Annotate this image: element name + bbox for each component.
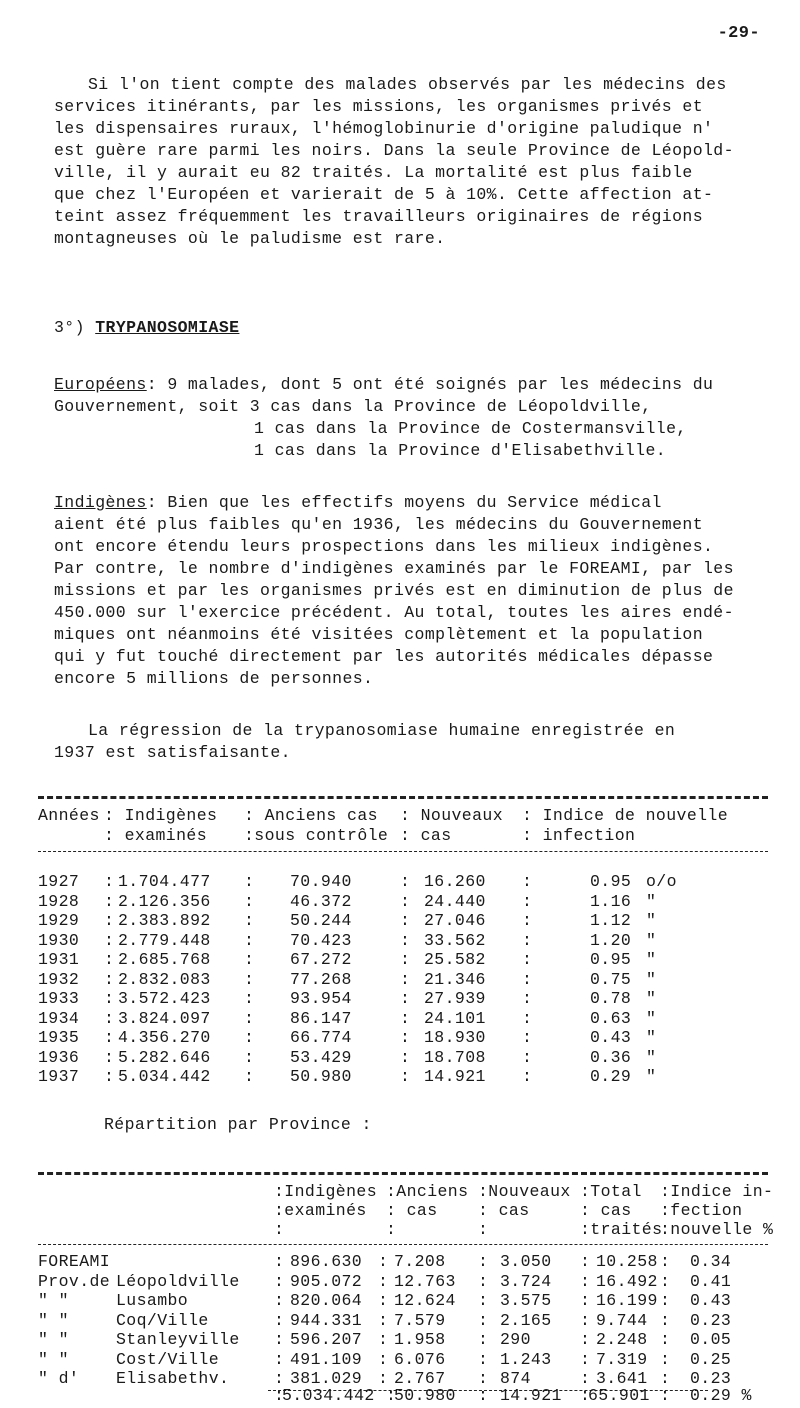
table2-total-row — [0, 1386, 800, 1408]
separator: : — [522, 969, 533, 989]
table1-top-rule — [38, 796, 768, 799]
text-line: les dispensaires ruraux, l'hémoglobinurie d'origine paludique n' — [54, 119, 714, 138]
separator: : — [244, 989, 255, 1008]
total-cell: 50.980 — [394, 1386, 456, 1405]
examined-cell: 3.572.423 — [118, 989, 211, 1008]
examined-cell: 2.126.356 — [118, 891, 211, 911]
separator: : — [400, 911, 411, 930]
header-cell: :nouvelle % — [660, 1220, 774, 1239]
examined-cell: 2.832.083 — [118, 969, 211, 989]
index-cell: 0.63 — [590, 1008, 632, 1028]
index-cell: 0.43 — [690, 1291, 732, 1310]
separator: : — [244, 969, 255, 989]
index-cell: 0.95 — [590, 950, 632, 969]
new-cases-cell: 33.562 — [424, 930, 486, 950]
unit-cell: " — [646, 969, 657, 989]
separator: : — [244, 891, 255, 911]
text-line: 1 cas dans la Province d'Elisabethville. — [254, 441, 667, 460]
old-cases-cell: 70.940 — [290, 872, 352, 891]
new-cases-cell: 24.101 — [424, 1008, 486, 1028]
header-cell: :sous contrôle — [244, 826, 389, 845]
header-cell: :Indice in- — [660, 1182, 774, 1201]
total-cases-cell: 7.319 — [596, 1349, 648, 1369]
old-cases-cell: 53.429 — [290, 1047, 352, 1067]
header-cell: : — [274, 1220, 285, 1239]
unit-cell: " — [646, 950, 657, 969]
year-cell: 1932 — [38, 969, 80, 989]
text-line: La régression de la trypanosomiase humaine enregistrée en — [88, 721, 676, 740]
separator: : — [522, 1047, 533, 1067]
indigenes-label: Indigènes — [54, 493, 147, 512]
examined-cell: 1.704.477 — [118, 872, 211, 891]
separator: : — [580, 1369, 591, 1388]
index-cell: 0.25 — [690, 1349, 732, 1369]
old-cases-cell: 6.076 — [394, 1349, 446, 1369]
separator: : — [244, 872, 255, 891]
separator: : — [104, 989, 115, 1008]
header-cell: :traités — [580, 1220, 663, 1239]
year-cell: 1931 — [38, 950, 80, 969]
province-prefix-cell: " " — [38, 1310, 69, 1330]
total-cell: : — [660, 1386, 671, 1405]
text-line: : Bien que les effectifs moyens du Service médical — [146, 493, 662, 512]
old-cases-cell: 50.980 — [290, 1067, 352, 1086]
separator: : — [378, 1330, 389, 1349]
index-cell: 1.16 — [590, 891, 632, 911]
new-cases-cell: 18.930 — [424, 1028, 486, 1047]
year-cell: 1934 — [38, 1008, 80, 1028]
separator: : — [378, 1310, 389, 1330]
separator: : — [660, 1369, 671, 1388]
old-cases-cell: 66.774 — [290, 1028, 352, 1047]
new-cases-cell: 14.921 — [424, 1067, 486, 1086]
separator: : — [400, 1008, 411, 1028]
repartition-label: Répartition par Province : — [104, 1115, 372, 1134]
unit-cell: " — [646, 891, 657, 911]
old-cases-cell: 70.423 — [290, 930, 352, 950]
index-cell: 0.95 — [590, 872, 632, 891]
separator: : — [244, 950, 255, 969]
separator: : — [104, 911, 115, 930]
regression-paragraph — [54, 720, 754, 764]
header-cell: :fection — [660, 1201, 743, 1220]
new-cases-cell: 27.046 — [424, 911, 486, 930]
examined-cell: 896.630 — [290, 1252, 363, 1271]
total-cases-cell: 3.641 — [596, 1369, 648, 1388]
section-number: 3°) — [54, 318, 85, 337]
new-cases-cell: 1.243 — [500, 1349, 552, 1369]
text-line: miques ont néanmoins été visitées complètement et la population — [54, 625, 704, 644]
separator: : — [400, 989, 411, 1008]
separator: : — [400, 891, 411, 911]
separator: : — [378, 1349, 389, 1369]
separator: : — [478, 1252, 489, 1271]
examined-cell: 4.356.270 — [118, 1028, 211, 1047]
separator: : — [522, 950, 533, 969]
province-name-cell: FOREAMI — [38, 1252, 111, 1271]
separator: : — [378, 1291, 389, 1310]
old-cases-cell: 46.372 — [290, 891, 352, 911]
separator: : — [378, 1252, 389, 1271]
header-cell: : Anciens cas — [244, 806, 378, 825]
header-cell: :Total — [580, 1182, 642, 1201]
index-cell: 0.29 — [590, 1067, 632, 1086]
old-cases-cell: 12.624 — [394, 1291, 456, 1310]
province-name-cell: Stanleyville — [116, 1330, 240, 1349]
header-cell: :Anciens — [386, 1182, 469, 1201]
separator: : — [244, 1047, 255, 1067]
total-cell: 5.034.442 — [282, 1386, 375, 1405]
text-line: montagneuses où le paludisme est rare. — [54, 229, 446, 248]
old-cases-cell: 7.579 — [394, 1310, 446, 1330]
text-line: : 9 malades, dont 5 ont été soignés par les médecins du — [146, 375, 714, 394]
separator: : — [104, 891, 115, 911]
index-cell: 1.12 — [590, 911, 632, 930]
examined-cell: 3.824.097 — [118, 1008, 211, 1028]
separator: : — [478, 1349, 489, 1369]
separator: : — [660, 1252, 671, 1271]
text-line: encore 5 millions de personnes. — [54, 669, 374, 688]
separator: : — [478, 1330, 489, 1349]
separator: : — [478, 1271, 489, 1291]
text-line: Gouvernement, soit 3 cas dans la Province de Léopoldville, — [54, 397, 652, 416]
separator: : — [660, 1291, 671, 1310]
separator: : — [400, 1047, 411, 1067]
year-cell: 1935 — [38, 1028, 80, 1047]
separator: : — [478, 1291, 489, 1310]
text-line: missions et par les organismes privés est en diminution de plus de — [54, 581, 734, 600]
separator: : — [274, 1349, 285, 1369]
separator: : — [580, 1330, 591, 1349]
year-cell: 1933 — [38, 989, 80, 1008]
separator: : — [244, 1008, 255, 1028]
year-cell: 1929 — [38, 911, 80, 930]
total-cell: : — [580, 1386, 591, 1405]
province-name-cell: Lusambo — [116, 1291, 189, 1310]
index-cell: 0.36 — [590, 1047, 632, 1067]
province-name-cell: Cost/Ville — [116, 1349, 220, 1369]
separator: : — [580, 1310, 591, 1330]
header-cell: :Indigènes — [274, 1182, 378, 1201]
header-cell: Années — [38, 806, 100, 825]
new-cases-cell: 3.575 — [500, 1291, 552, 1310]
year-cell: 1936 — [38, 1047, 80, 1067]
total-cases-cell: 16.492 — [596, 1271, 658, 1291]
table2-header-rule — [38, 1244, 768, 1245]
header-cell: : cas — [580, 1201, 632, 1220]
index-cell: 1.20 — [590, 930, 632, 950]
text-line: est guère rare parmi les noirs. Dans la seule Province de Léopold- — [54, 141, 734, 160]
separator: : — [104, 1067, 115, 1086]
separator: : — [522, 1067, 533, 1086]
header-cell: : infection — [522, 826, 636, 845]
examined-cell: 381.029 — [290, 1369, 363, 1388]
header-cell: : — [386, 1220, 397, 1239]
text-line: qui y fut touché directement par les autorités médicales dépasse — [54, 647, 714, 666]
header-cell: :examinés — [274, 1201, 367, 1220]
separator: : — [522, 1008, 533, 1028]
separator: : — [104, 1028, 115, 1047]
province-prefix-cell: Prov.de — [38, 1271, 111, 1291]
old-cases-cell: 1.958 — [394, 1330, 446, 1349]
separator: : — [400, 1028, 411, 1047]
new-cases-cell: 290 — [500, 1330, 531, 1349]
old-cases-cell: 2.767 — [394, 1369, 446, 1388]
separator: : — [660, 1271, 671, 1291]
unit-cell: " — [646, 1028, 657, 1047]
province-name-cell: Elisabethv. — [116, 1369, 230, 1388]
separator: : — [522, 891, 533, 911]
unit-cell: " — [646, 989, 657, 1008]
province-name-cell: Coq/Ville — [116, 1310, 209, 1330]
header-cell: : — [478, 1220, 489, 1239]
year-cell: 1927 — [38, 872, 80, 891]
separator: : — [104, 930, 115, 950]
total-cell: 65.901 — [588, 1386, 650, 1405]
examined-cell: 2.685.768 — [118, 950, 211, 969]
text-line: ont encore étendu leurs prospections dans les milieux indigènes. — [54, 537, 714, 556]
unit-cell: " — [646, 1008, 657, 1028]
examined-cell: 820.064 — [290, 1291, 363, 1310]
total-cell: 0.29 % — [690, 1386, 752, 1405]
index-cell: 0.78 — [590, 989, 632, 1008]
new-cases-cell: 27.939 — [424, 989, 486, 1008]
province-prefix-cell: " " — [38, 1349, 69, 1369]
new-cases-cell: 3.050 — [500, 1252, 552, 1271]
header-cell: : Indigènes — [104, 806, 218, 825]
text-line: 1 cas dans la Province de Costermansville, — [254, 419, 687, 438]
province-prefix-cell: " d' — [38, 1369, 80, 1388]
index-cell: 0.23 — [690, 1369, 732, 1388]
table1-row — [0, 1067, 800, 1089]
europeens-label: Européens — [54, 375, 147, 394]
new-cases-cell: 2.165 — [500, 1310, 552, 1330]
separator: : — [660, 1310, 671, 1330]
section-heading — [54, 318, 239, 337]
separator: : — [104, 1008, 115, 1028]
index-cell: 0.05 — [690, 1330, 732, 1349]
examined-cell: 2.779.448 — [118, 930, 211, 950]
separator: : — [274, 1271, 285, 1291]
total-cell: : — [274, 1386, 285, 1405]
separator: : — [400, 930, 411, 950]
separator: : — [660, 1349, 671, 1369]
header-cell: : examinés — [104, 826, 208, 845]
old-cases-cell: 77.268 — [290, 969, 352, 989]
separator: : — [244, 1028, 255, 1047]
separator: : — [522, 1028, 533, 1047]
separator: : — [580, 1291, 591, 1310]
text-line: 1937 est satisfaisante. — [54, 743, 291, 762]
europeens-paragraph — [54, 374, 754, 462]
index-cell: 0.34 — [690, 1252, 732, 1271]
section-title: TRYPANOSOMIASE — [95, 318, 240, 337]
table1-header-row — [0, 806, 800, 828]
total-cases-cell: 2.248 — [596, 1330, 648, 1349]
separator: : — [378, 1271, 389, 1291]
examined-cell: 905.072 — [290, 1271, 363, 1291]
index-cell: 0.43 — [590, 1028, 632, 1047]
examined-cell: 5.034.442 — [118, 1067, 211, 1086]
text-line: services itinérants, par les missions, les organismes privés et — [54, 97, 704, 116]
header-cell: : Indice de nouvelle — [522, 806, 729, 825]
examined-cell: 596.207 — [290, 1330, 363, 1349]
header-cell: : cas — [386, 1201, 438, 1220]
separator: : — [478, 1310, 489, 1330]
unit-cell: " — [646, 930, 657, 950]
separator: : — [522, 989, 533, 1008]
separator: : — [274, 1252, 285, 1271]
separator: : — [244, 911, 255, 930]
new-cases-cell: 21.346 — [424, 969, 486, 989]
separator: : — [400, 1067, 411, 1086]
separator: : — [660, 1330, 671, 1349]
header-cell: : cas — [478, 1201, 530, 1220]
text-line: teint assez fréquemment les travailleurs originaires de régions — [54, 207, 704, 226]
separator: : — [580, 1271, 591, 1291]
unit-cell: " — [646, 1047, 657, 1067]
text-line: 450.000 sur l'exercice précédent. Au total, toutes les aires endé- — [54, 603, 734, 622]
total-cell: : — [386, 1386, 397, 1405]
examined-cell: 944.331 — [290, 1310, 363, 1330]
province-name-cell: Léopoldville — [116, 1271, 240, 1291]
separator: : — [478, 1369, 489, 1388]
total-cases-cell: 16.199 — [596, 1291, 658, 1310]
year-cell: 1930 — [38, 930, 80, 950]
unit-cell: " — [646, 1067, 657, 1086]
unit-cell: o/o — [646, 872, 677, 891]
separator: : — [244, 930, 255, 950]
header-cell: : Nouveaux — [400, 806, 504, 825]
text-line: ville, il y aurait eu 82 traités. La mortalité est plus faible — [54, 163, 693, 182]
index-cell: 0.41 — [690, 1271, 732, 1291]
new-cases-cell: 874 — [500, 1369, 531, 1388]
separator: : — [244, 1067, 255, 1086]
separator: : — [104, 872, 115, 891]
total-cases-cell: 9.744 — [596, 1310, 648, 1330]
text-line: que chez l'Européen et varierait de 5 à 10%. Cette affection at- — [54, 185, 714, 204]
old-cases-cell: 7.208 — [394, 1252, 446, 1271]
year-cell: 1937 — [38, 1067, 80, 1086]
separator: : — [580, 1349, 591, 1369]
table2-top-rule — [38, 1172, 768, 1175]
new-cases-cell: 18.708 — [424, 1047, 486, 1067]
new-cases-cell: 3.724 — [500, 1271, 552, 1291]
province-prefix-cell: " " — [38, 1330, 69, 1349]
text-line: Si l'on tient compte des malades observés par les médecins des — [88, 75, 727, 94]
new-cases-cell: 16.260 — [424, 872, 486, 891]
separator: : — [400, 950, 411, 969]
table1-header-row — [0, 826, 800, 848]
total-cell: : — [478, 1386, 489, 1405]
text-line: Par contre, le nombre d'indigènes examinés par le FOREAMI, par les — [54, 559, 734, 578]
separator: : — [522, 911, 533, 930]
index-cell: 0.75 — [590, 969, 632, 989]
examined-cell: 5.282.646 — [118, 1047, 211, 1067]
separator: : — [522, 930, 533, 950]
old-cases-cell: 50.244 — [290, 911, 352, 930]
old-cases-cell: 12.763 — [394, 1271, 456, 1291]
separator: : — [274, 1369, 285, 1388]
unit-cell: " — [646, 911, 657, 930]
total-cases-cell: 10.258 — [596, 1252, 658, 1271]
old-cases-cell: 86.147 — [290, 1008, 352, 1028]
examined-cell: 2.383.892 — [118, 911, 211, 930]
separator: : — [522, 872, 533, 891]
separator: : — [378, 1369, 389, 1388]
separator: : — [274, 1330, 285, 1349]
year-cell: 1928 — [38, 891, 80, 911]
table1-header-rule — [38, 851, 768, 852]
separator: : — [400, 872, 411, 891]
separator: : — [400, 969, 411, 989]
separator: : — [104, 969, 115, 989]
separator: : — [274, 1310, 285, 1330]
new-cases-cell: 25.582 — [424, 950, 486, 969]
examined-cell: 491.109 — [290, 1349, 363, 1369]
old-cases-cell: 67.272 — [290, 950, 352, 969]
intro-paragraph — [54, 74, 754, 250]
separator: : — [580, 1252, 591, 1271]
header-cell: :Nouveaux — [478, 1182, 571, 1201]
new-cases-cell: 24.440 — [424, 891, 486, 911]
separator: : — [104, 1047, 115, 1067]
text-line: aient été plus faibles qu'en 1936, les médecins du Gouvernement — [54, 515, 704, 534]
total-cell: 14.921 — [500, 1386, 562, 1405]
index-cell: 0.23 — [690, 1310, 732, 1330]
indigenes-paragraph — [54, 492, 754, 690]
separator: : — [274, 1291, 285, 1310]
province-prefix-cell: " " — [38, 1291, 69, 1310]
header-cell: : cas — [400, 826, 452, 845]
table2-header-row — [0, 1220, 800, 1242]
old-cases-cell: 93.954 — [290, 989, 352, 1008]
page-number: -29- — [717, 24, 760, 43]
separator: : — [104, 950, 115, 969]
